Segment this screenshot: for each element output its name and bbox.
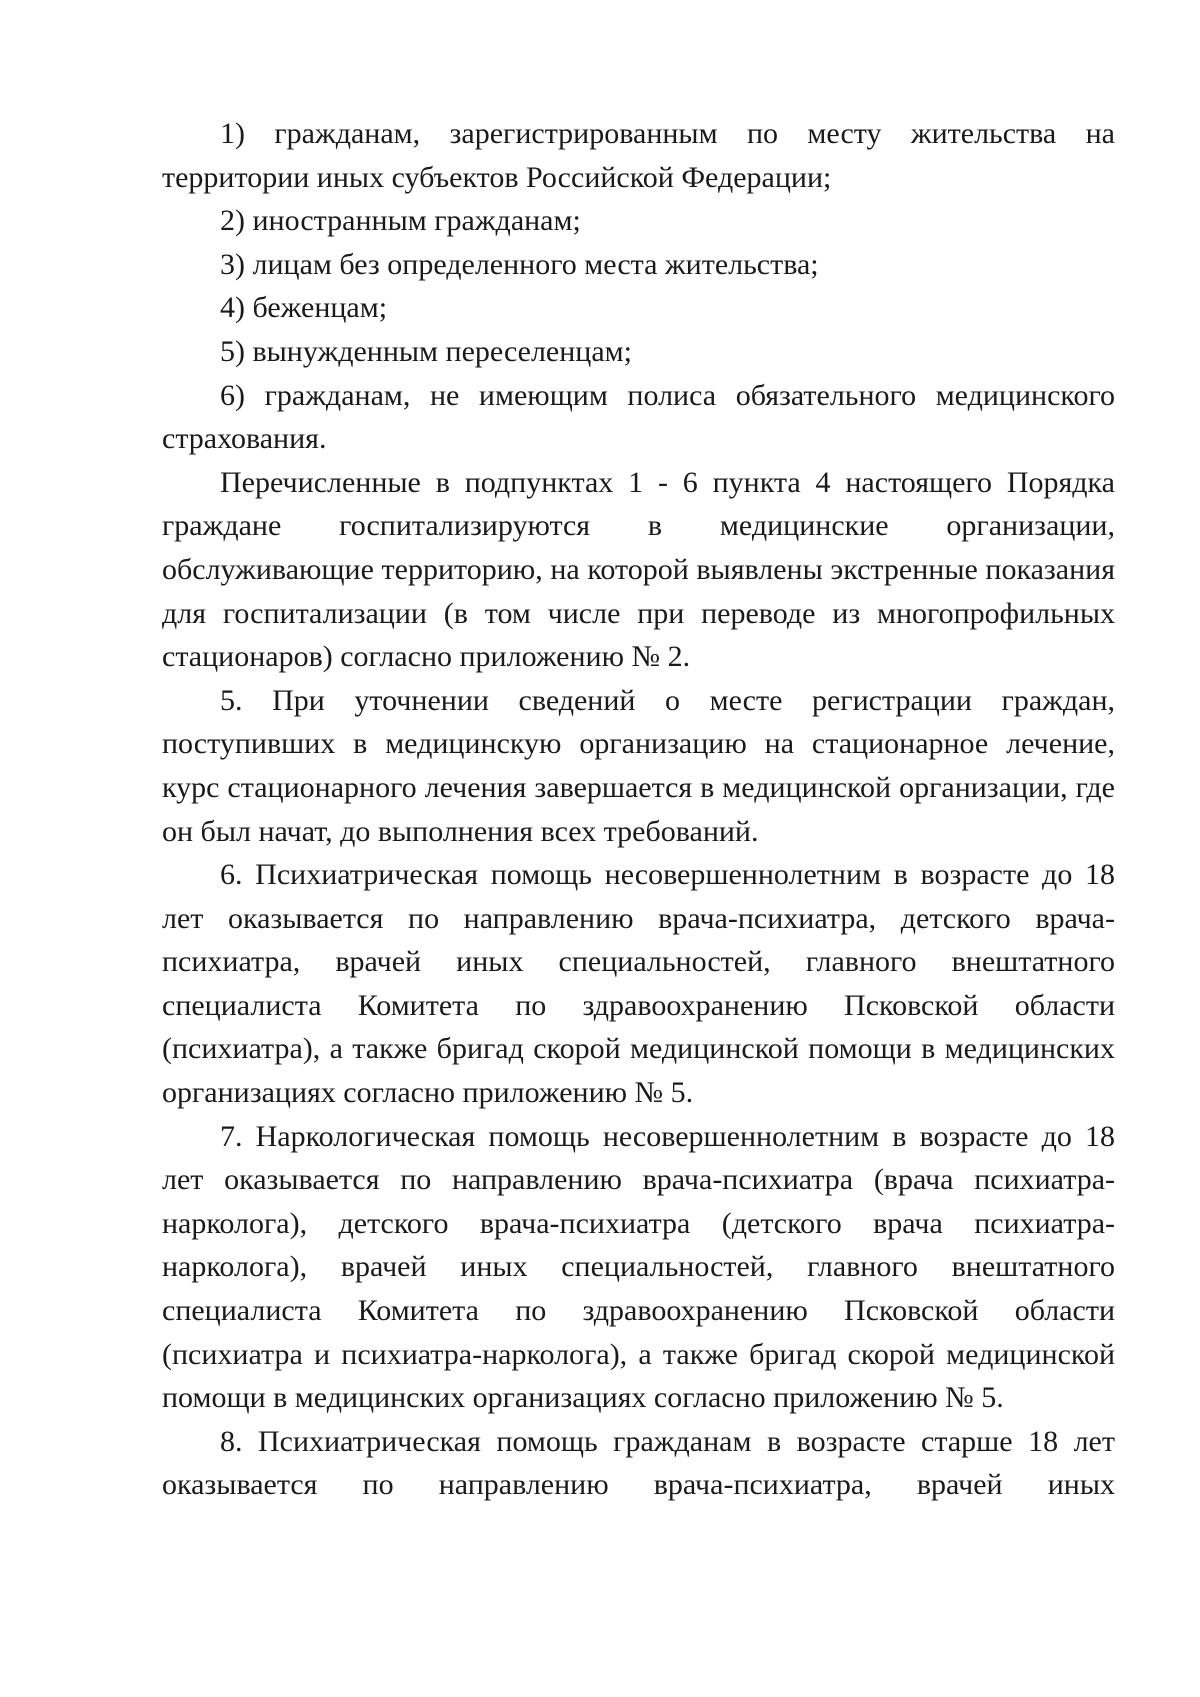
document-body (162, 112, 1115, 1507)
list-item-5: 5) вынужденным переселенцам; (220, 334, 632, 368)
paragraph-hospitalization-note: Перечисленные в подпунктах 1 - 6 пункта 4 настоящего Порядка граждане госпитализируются в медицинские организации, обслуживающие территорию, на которой выявлены экстренные показания для госпитализации (в том числе при переводе из многопрофильных стационаров) согласно приложению № 2. (162, 465, 1115, 674)
paragraph-item-6: 6. Психиатрическая помощь несовершеннолетним в возрасте до 18 лет оказывается по направлению врача-психиатра, детского врача-психиатра, врачей иных специальностей, главного внештатного специалиста Комитета по здравоохранению Псковской области (психиатра), а также бригад скорой медицинской помощи в медицинских организациях согласно приложению № 5. (162, 858, 1115, 1110)
list-item-6: 6) гражданам, не имеющим полиса обязательного медицинского страхования. (162, 378, 1115, 456)
paragraph-item-8: 8. Психиатрическая помощь гражданам в возрасте старше 18 лет оказывается по направлению врача-психиатра, врачей иных (162, 1424, 1115, 1502)
list-item-2: 2) иностранным гражданам; (220, 204, 581, 238)
paragraph-item-7: 7. Наркологическая помощь несовершеннолетним в возрасте до 18 лет оказывается по направлению врача-психиатра (врача психиатра-нарколога), детского врача-психиатра (детского врача психиатра-нарколога), врачей иных специальностей, главного внештатного специалиста Комитета по здравоохранению Псковской области (психиатра и психиатра-нарколога), а также бригад скорой медицинской помощи в медицинских организациях согласно приложению № 5. (162, 1119, 1115, 1415)
list-item-4: 4) беженцам; (220, 291, 388, 325)
list-item-3: 3) лицам без определенного места жительства; (220, 247, 819, 281)
list-item-1: 1) гражданам, зарегистрированным по месту жительства на территории иных субъектов Российской Федерации; (162, 117, 1115, 194)
paragraph-item-5: 5. При уточнении сведений о месте регистрации граждан, поступивших в медицинскую организацию на стационарное лечение, курс стационарного лечения завершается в медицинской организации, где он был начат, до выполнения всех требований. (162, 683, 1115, 848)
